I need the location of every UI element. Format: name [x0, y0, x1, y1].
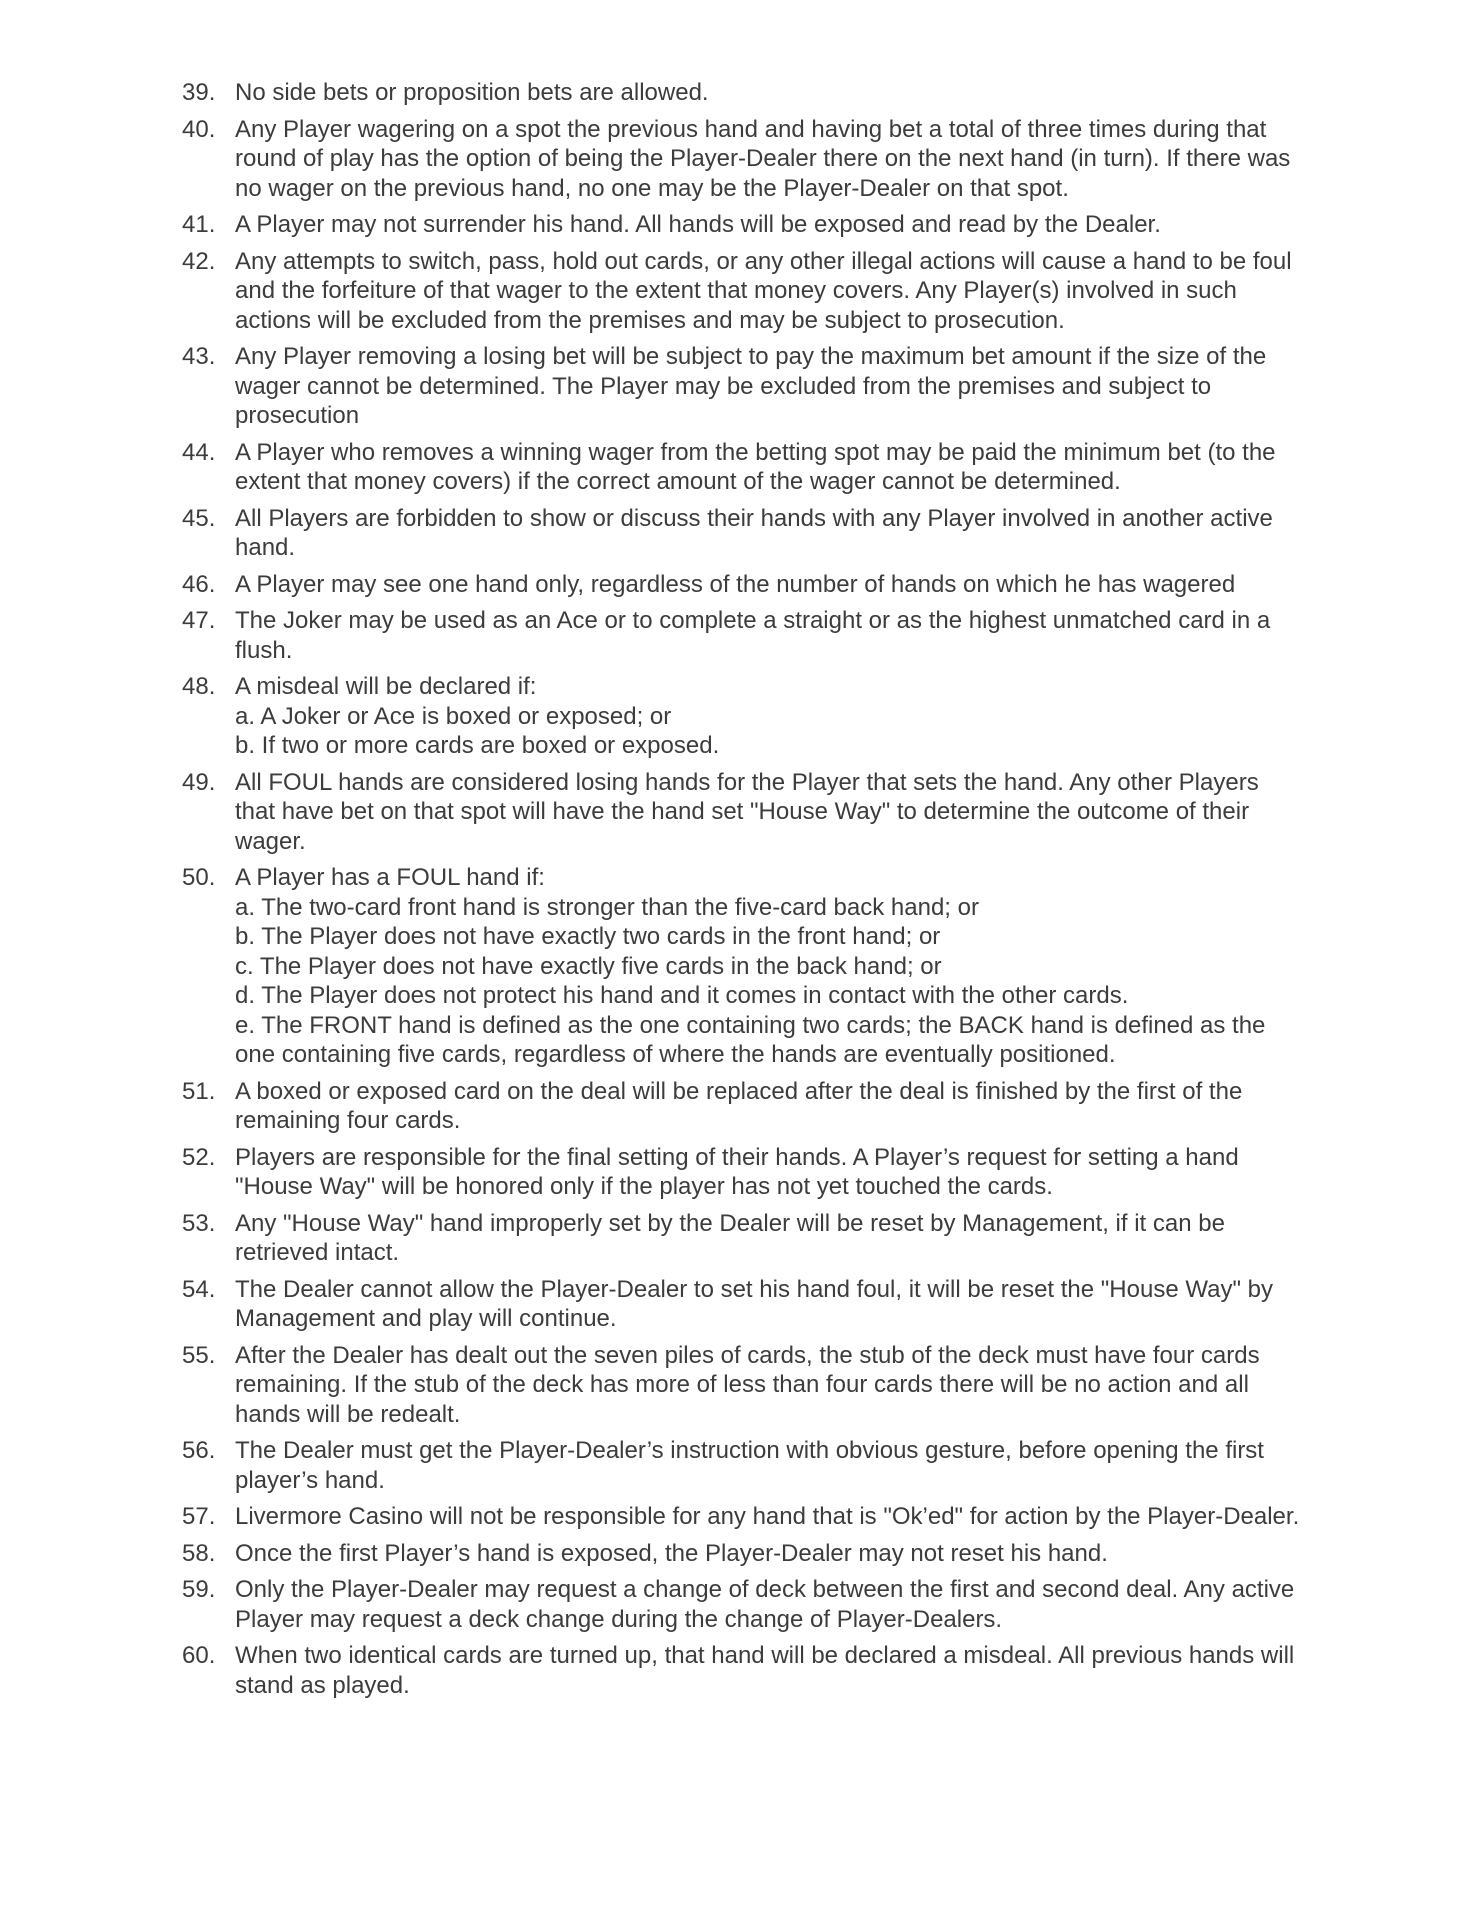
rule-subitem: a. The two-card front hand is stronger than the five-card back hand; or: [235, 893, 979, 921]
rule-number: 42.: [182, 247, 216, 275]
rule-text: The Dealer cannot allow the Player-Dealer to set his hand foul, it will be reset the "House Way" by Management and play will continue.: [235, 1275, 1273, 1332]
rule-number: 57.: [182, 1503, 216, 1530]
rule-item: [0, 672, 1484, 761]
rule-item: [0, 1436, 1484, 1495]
rule-number: 44.: [182, 438, 216, 466]
rule-text: Any "House Way" hand improperly set by the Dealer will be reset by Management, if it can be retrieved intact.: [235, 1209, 1225, 1266]
rule-item: [0, 1143, 1484, 1202]
rule-number: 40.: [182, 115, 216, 143]
rule-number: 58.: [182, 1539, 216, 1567]
rule-number: 59.: [182, 1576, 216, 1603]
rule-text: A boxed or exposed card on the deal will be replaced after the deal is finished by the first of the remaining four cards.: [235, 1077, 1243, 1134]
rule-number: 43.: [182, 343, 216, 370]
rule-subitem: c. The Player does not have exactly five cards in the back hand; or: [235, 952, 942, 980]
rule-number: 56.: [182, 1437, 216, 1464]
rule-item: [0, 768, 1484, 857]
rule-number: 51.: [182, 1077, 216, 1105]
rule-item: [0, 1641, 1484, 1700]
rule-text: A misdeal will be declared if:: [235, 673, 537, 700]
rule-item: [0, 570, 1484, 600]
rule-subitem: a. A Joker or Ace is boxed or exposed; or: [235, 702, 672, 730]
rule-subitem: e. The FRONT hand is defined as the one containing two cards; the BACK hand is defined as the one containing five cards, regardless of where the hands are eventually positioned.: [235, 1011, 1266, 1068]
rule-item: [0, 1502, 1484, 1532]
rule-item: [0, 1341, 1484, 1430]
rule-text: When two identical cards are turned up, that hand will be declared a misdeal. All previous hands will stand as played.: [235, 1642, 1295, 1699]
rule-number: 45.: [182, 504, 216, 532]
rule-subitem: d. The Player does not protect his hand and it comes in contact with the other cards.: [235, 982, 1129, 1009]
rule-number: 50.: [182, 864, 216, 891]
rule-text: A Player who removes a winning wager from the betting spot may be paid the minimum bet (to the extent that money covers) if the correct amount of the wager cannot be determined.: [235, 438, 1276, 495]
rule-item: [0, 1077, 1484, 1136]
rule-text: Any attempts to switch, pass, hold out cards, or any other illegal actions will cause a hand to be foul and the forfeiture of that wager to the extent that money covers. Any Player(s) involved in such actions will be excluded from the premises and may be subject to prosecution.: [235, 247, 1292, 334]
rule-text: A Player has a FOUL hand if:: [235, 864, 545, 891]
rule-number: 41.: [182, 211, 216, 238]
rule-number: 47.: [182, 607, 216, 634]
rule-item: [0, 1275, 1484, 1334]
rule-number: 52.: [182, 1143, 216, 1171]
rule-number: 53.: [182, 1209, 216, 1237]
rule-text: The Dealer must get the Player-Dealer’s instruction with obvious gesture, before opening the first player’s hand.: [235, 1437, 1264, 1494]
rule-item: [0, 606, 1484, 665]
rule-number: 54.: [182, 1275, 216, 1303]
rule-text: Any Player wagering on a spot the previous hand and having bet a total of three times during that round of play has the option of being the Player-Dealer there on the next hand (in turn). If there was no wager on the previous hand, no one may be the Player-Dealer on that spot.: [235, 115, 1291, 202]
rule-text: No side bets or proposition bets are allowed.: [235, 79, 709, 106]
rule-item: [0, 342, 1484, 431]
rule-text: Livermore Casino will not be responsible for any hand that is "Ok’ed" for action by the Player-Dealer.: [235, 1503, 1300, 1530]
rule-subitem: b. If two or more cards are boxed or exposed.: [235, 732, 720, 759]
rule-text: After the Dealer has dealt out the seven piles of cards, the stub of the deck must have four cards remaining. If the stub of the deck has more of less than four cards there will be no action and all hands will be redealt.: [235, 1341, 1260, 1428]
rule-number: 49.: [182, 768, 216, 796]
rule-item: [0, 78, 1484, 108]
rule-item: [0, 1209, 1484, 1268]
rule-item: [0, 1539, 1484, 1569]
rule-text: Players are responsible for the final setting of their hands. A Player’s request for setting a hand "House Way" will be honored only if the player has not yet touched the cards.: [235, 1143, 1239, 1200]
rule-number: 48.: [182, 673, 216, 700]
rule-number: 55.: [182, 1341, 216, 1369]
rule-text: A Player may not surrender his hand. All hands will be exposed and read by the Dealer.: [235, 211, 1161, 238]
rule-number: 46.: [182, 570, 216, 598]
rule-text: All Players are forbidden to show or discuss their hands with any Player involved in another active hand.: [235, 504, 1273, 561]
rule-text: Once the first Player’s hand is exposed, the Player-Dealer may not reset his hand.: [235, 1539, 1108, 1567]
rule-item: [0, 438, 1484, 497]
rule-item: [0, 504, 1484, 563]
rule-text: The Joker may be used as an Ace or to complete a straight or as the highest unmatched card in a flush.: [235, 607, 1271, 664]
rule-number: 60.: [182, 1642, 216, 1669]
rule-item: [0, 115, 1484, 204]
rule-item: [0, 210, 1484, 240]
rule-item: [0, 1575, 1484, 1634]
rule-text: Only the Player-Dealer may request a change of deck between the first and second deal. Any active Player may request a deck change during the change of Player-Dealers.: [235, 1576, 1295, 1633]
rule-item: [0, 863, 1484, 1070]
rules-list: [0, 78, 1484, 1700]
rule-text: A Player may see one hand only, regardless of the number of hands on which he has wagered: [235, 570, 1236, 598]
rule-number: 39.: [182, 79, 216, 106]
rule-text: All FOUL hands are considered losing hands for the Player that sets the hand. Any other Players that have bet on that spot will have the hand set "House Way" to determine the outcome of their wager.: [235, 768, 1259, 855]
rule-item: [0, 247, 1484, 336]
rule-subitem: b. The Player does not have exactly two cards in the front hand; or: [235, 923, 941, 950]
rule-text: Any Player removing a losing bet will be subject to pay the maximum bet amount if the size of the wager cannot be determined. The Player may be excluded from the premises and subject to prosecution: [235, 343, 1267, 429]
document-page: [0, 78, 1484, 1707]
